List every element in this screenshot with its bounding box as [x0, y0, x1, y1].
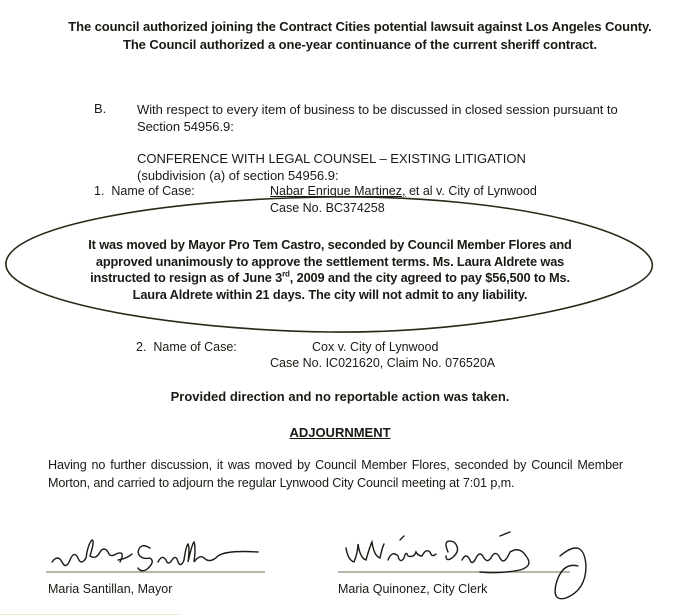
- case-1-number: 1.: [94, 184, 105, 198]
- case-1-number-text: Case No. BC374258: [270, 201, 385, 215]
- case-2-number-text: Case No. IC021620, Claim No. 076520A: [270, 356, 496, 370]
- section-b-text: With respect to every item of business to be discussed in closed session pursuant to Section 54956.9:: [137, 102, 618, 134]
- conference-title: CONFERENCE WITH LEGAL COUNSEL – EXISTING LITIGATION: [137, 151, 526, 166]
- conference-subtitle: (subdivision (a) of section 54956.9:: [137, 168, 339, 183]
- signature-1-name: Maria Santillan, Mayor: [48, 582, 173, 596]
- case-1-name-rest: et al v. City of Lynwood: [405, 184, 537, 198]
- case-2-name: Cox v. City of Lynwood: [312, 340, 439, 354]
- case-2-number: 2.: [136, 340, 147, 354]
- council-action-paragraph: The council authorized joining the Contract Cities potential lawsuit against Los Angeles County. The Council authorized a one-year continuance of the current sheriff contract.: [68, 19, 652, 52]
- motion-line-3-post: , 2009 and the city agreed to pay $56,500 to Ms.: [289, 270, 570, 285]
- motion-line-2: approved unanimously to approve the settlement terms. Ms. Laura Aldrete was: [95, 253, 565, 269]
- signature-santillan: [52, 540, 258, 571]
- motion-line-1: It was moved by Mayor Pro Tem Castro, seconded by Council Member Flores and: [88, 237, 572, 252]
- signature-2-name: Maria Quinonez, City Clerk: [338, 582, 488, 596]
- motion-line-4: Laura Aldrete within 21 days. The city will not admit to any liability.: [132, 286, 528, 302]
- case-2-result: Provided direction and no reportable action was taken.: [170, 389, 510, 404]
- ordinal-suffix: rd: [282, 269, 290, 279]
- adjournment-paragraph: Having no further discussion, it was moved by Council Member Flores, seconded by Council Member Morton, and carried to adjourn the regular Lynwood City Council meeting at 7:01 p,m.: [48, 458, 623, 490]
- case-2-label-text: Name of Case:: [153, 340, 237, 354]
- case-1-label-text: Name of Case:: [111, 184, 195, 198]
- motion-line-3-pre: instructed to resign as of June 3: [90, 270, 283, 285]
- case-1-name-underlined: Nabar Enrique Martinez,: [270, 184, 406, 198]
- adjournment-heading: ADJOURNMENT: [289, 425, 391, 440]
- section-letter: B.: [94, 101, 107, 116]
